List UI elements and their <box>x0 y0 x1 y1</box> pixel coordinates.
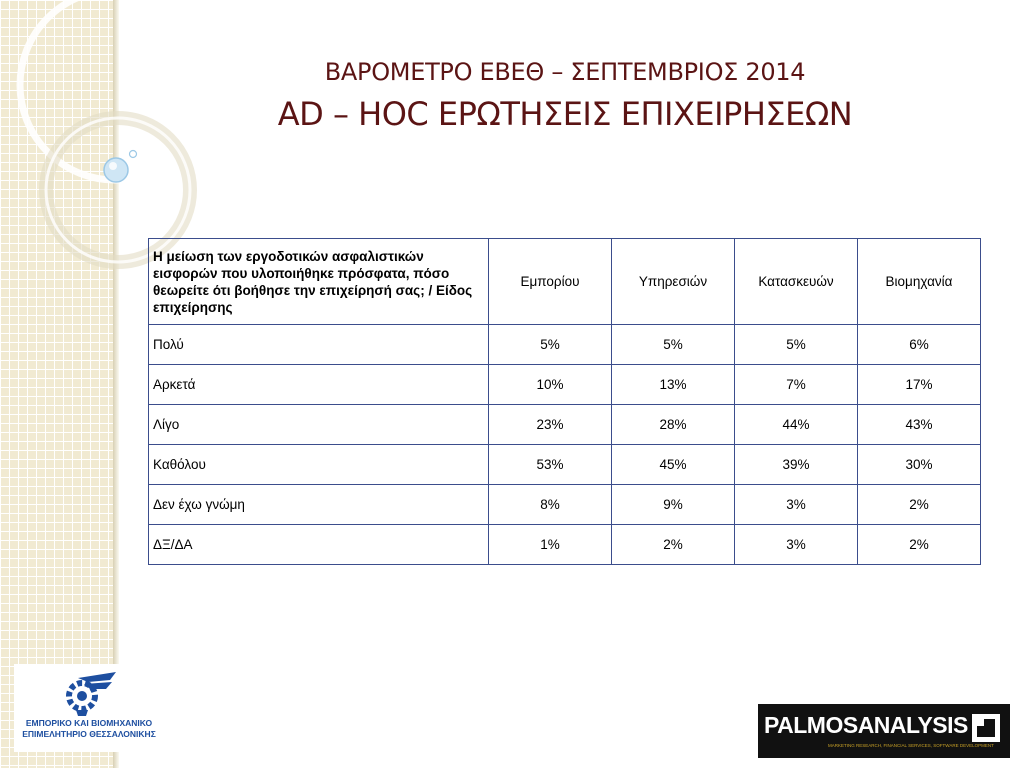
ebeth-name-line1: ΕΜΠΟΡΙΚΟ ΚΑΙ ΒΙΟΜΗΧΑΝΙΚΟ <box>25 718 153 728</box>
table-cell: 28% <box>612 405 735 445</box>
ebeth-emblem-icon <box>58 670 120 718</box>
palmos-brand-part1: PALMOS <box>764 712 858 738</box>
table-cell: 6% <box>858 325 981 365</box>
table-row <box>149 325 981 365</box>
table-header-row <box>149 239 981 325</box>
palmos-tagline: MARKETING RESEARCH, FINANCIAL SERVICES, SOFTWARE DEVELOPMENT <box>828 743 994 748</box>
survey-table <box>148 238 981 565</box>
palmos-brand-part2: ANALYSIS <box>857 712 968 738</box>
row-label: Δεν έχω γνώμη <box>149 485 489 525</box>
row-label: Πολύ <box>149 325 489 365</box>
table-cell: 17% <box>858 365 981 405</box>
table-cell: 1% <box>489 525 612 565</box>
table-row <box>149 485 981 525</box>
table-row <box>149 405 981 445</box>
table-cell: 30% <box>858 445 981 485</box>
table-cell: 5% <box>489 325 612 365</box>
column-header: Εμπορίου <box>489 239 612 325</box>
table-cell: 44% <box>735 405 858 445</box>
table-cell: 3% <box>735 485 858 525</box>
palmos-brand-text <box>764 712 968 739</box>
column-header: Κατασκευών <box>735 239 858 325</box>
table-cell: 9% <box>612 485 735 525</box>
column-header: Βιομηχανία <box>858 239 981 325</box>
table-cell: 2% <box>858 525 981 565</box>
table-row <box>149 445 981 485</box>
table-row <box>149 365 981 405</box>
table-cell: 53% <box>489 445 612 485</box>
slide-subtitle: AD – HOC ΕΡΩΤΗΣΕΙΣ ΕΠΙΧΕΙΡΗΣΕΩΝ <box>277 95 853 133</box>
table-row <box>149 525 981 565</box>
table-cell: 5% <box>735 325 858 365</box>
ebeth-name-line2: ΕΠΙΜΕΛΗΤΗΡΙΟ ΘΕΣΣΑΛΟΝΙΚΗΣ <box>22 729 156 739</box>
table-cell: 5% <box>612 325 735 365</box>
table-cell: 2% <box>858 485 981 525</box>
table-cell: 3% <box>735 525 858 565</box>
table-cell: 43% <box>858 405 981 445</box>
table-cell: 39% <box>735 445 858 485</box>
table-cell: 7% <box>735 365 858 405</box>
palmos-analysis-logo <box>758 704 1010 758</box>
row-label: Καθόλου <box>149 445 489 485</box>
column-header: Υπηρεσιών <box>612 239 735 325</box>
palmos-square-inner-icon <box>972 714 984 726</box>
question-header: Η μείωση των εργοδοτικών ασφαλιστικών εισφορών που υλοποιήθηκε πρόσφατα, πόσο θεωρείτε ότι βοήθησε την επιχείρησή σας; / Είδος επιχείρησης <box>149 239 489 325</box>
table-cell: 13% <box>612 365 735 405</box>
row-label: Αρκετά <box>149 365 489 405</box>
ebeth-logo <box>14 664 164 752</box>
table-cell: 8% <box>489 485 612 525</box>
row-label: ΔΞ/ΔΑ <box>149 525 489 565</box>
table-cell: 10% <box>489 365 612 405</box>
table-cell: 2% <box>612 525 735 565</box>
slide-title: ΒΑΡΟΜΕΤΡΟ ΕΒΕΘ – ΣΕΠΤΕΜΒΡΙΟΣ 2014 <box>324 58 806 86</box>
table-cell: 45% <box>612 445 735 485</box>
table-cell: 23% <box>489 405 612 445</box>
row-label: Λίγο <box>149 405 489 445</box>
